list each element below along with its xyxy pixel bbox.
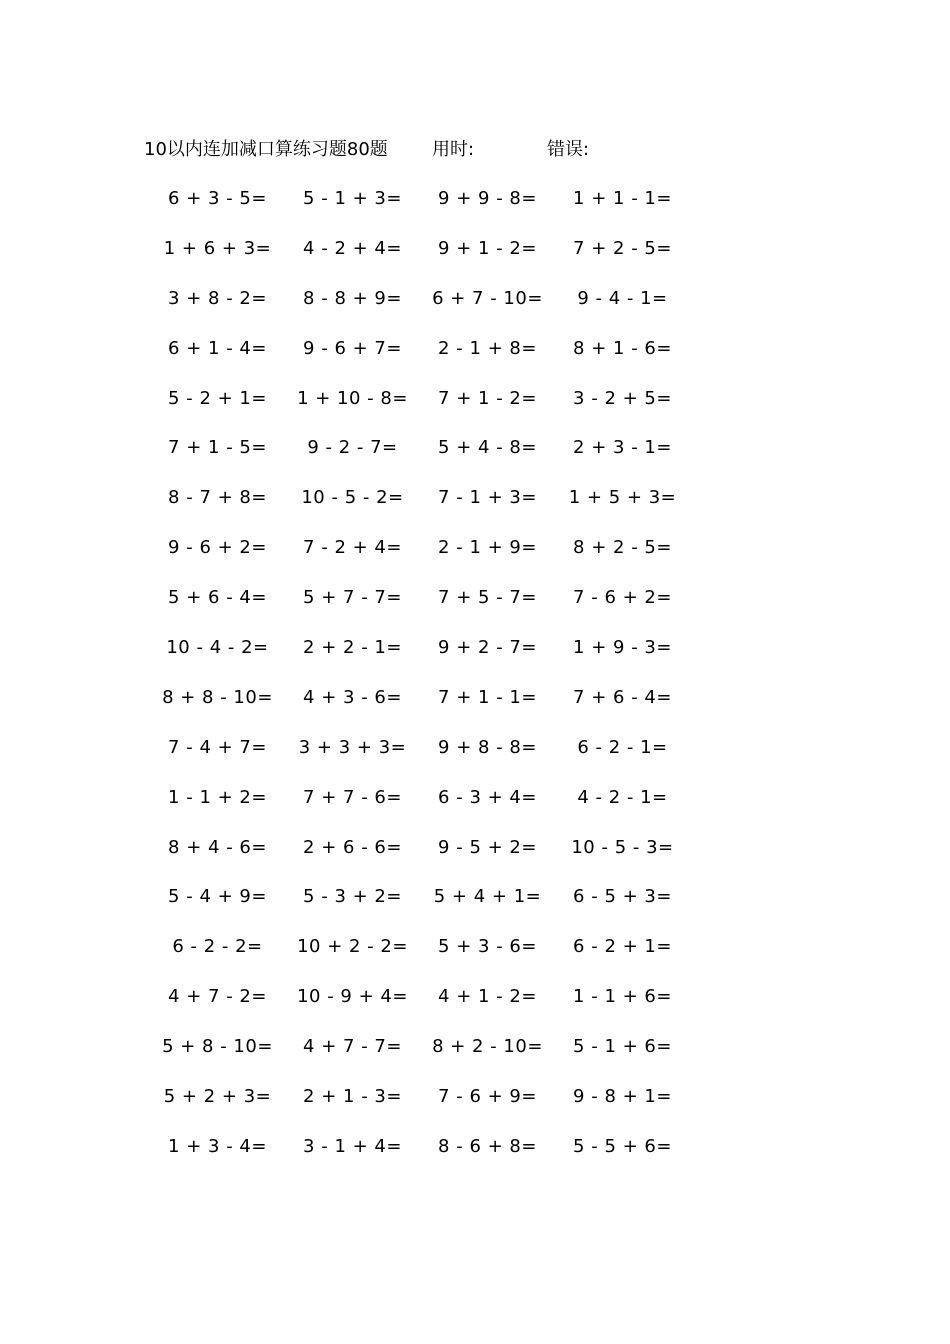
math-problem: 1 + 10 - 8= [297,387,408,409]
math-problem: 1 - 1 + 6= [573,986,672,1008]
problem-row [150,1084,690,1134]
math-problem: 2 - 1 + 9= [438,537,537,559]
error-count-label: 错误: [547,139,590,160]
math-problem: 5 + 8 - 10= [162,1036,273,1058]
math-problem: 6 - 3 + 4= [438,786,537,808]
problem-grid [150,186,690,1184]
math-problem: 1 + 3 - 4= [168,1135,267,1157]
math-problem: 7 - 1 + 3= [438,487,537,509]
math-problem: 8 - 6 + 8= [438,1135,537,1157]
problem-row [150,1134,690,1184]
math-problem: 3 + 3 + 3= [298,736,407,758]
worksheet-header [144,137,664,163]
math-problem: 2 + 3 - 1= [573,437,672,459]
math-problem: 7 - 6 + 2= [573,587,672,609]
math-problem: 8 + 2 - 10= [432,1036,543,1058]
math-problem: 2 - 1 + 8= [438,337,537,359]
time-used-label: 用时: [432,139,475,160]
math-problem: 4 + 7 - 2= [168,986,267,1008]
math-problem: 3 + 8 - 2= [168,287,267,309]
math-problem: 6 + 1 - 4= [168,337,267,359]
math-problem: 9 - 8 + 1= [573,1086,672,1108]
math-problem: 6 - 2 + 1= [573,936,672,958]
math-problem: 7 + 1 - 2= [438,387,537,409]
math-problem: 7 + 7 - 6= [303,786,402,808]
math-problem: 5 - 4 + 9= [168,886,267,908]
problem-row [150,884,690,934]
math-problem: 5 + 4 + 1= [433,886,542,908]
math-problem: 7 + 5 - 7= [438,587,537,609]
math-problem: 8 + 1 - 6= [573,337,672,359]
math-problem: 4 - 2 - 1= [577,786,668,808]
math-problem: 5 - 2 + 1= [168,387,267,409]
math-problem: 1 + 9 - 3= [573,637,672,659]
math-problem: 9 + 1 - 2= [438,237,537,259]
problem-row [150,236,690,286]
math-problem: 6 - 5 + 3= [573,886,672,908]
math-problem: 8 - 7 + 8= [168,487,267,509]
math-problem: 4 + 3 - 6= [303,686,402,708]
problem-row [150,1034,690,1084]
math-problem: 8 - 8 + 9= [303,287,402,309]
math-problem: 5 - 1 + 3= [303,188,402,209]
math-problem: 2 + 6 - 6= [303,836,402,858]
math-problem: 5 + 7 - 7= [303,587,402,609]
problem-row [150,934,690,984]
math-problem: 8 + 8 - 10= [162,686,273,708]
problem-row [150,336,690,386]
math-problem: 1 - 1 + 2= [168,786,267,808]
math-problem: 1 + 5 + 3= [568,487,677,509]
math-problem: 4 - 2 + 4= [303,237,402,259]
math-problem: 7 - 6 + 9= [438,1086,537,1108]
math-problem: 4 + 1 - 2= [438,986,537,1008]
math-problem: 9 + 9 - 8= [438,188,537,209]
math-problem: 9 - 2 - 7= [307,437,398,459]
math-problem: 9 + 8 - 8= [438,736,537,758]
math-problem: 10 - 4 - 2= [166,637,269,659]
math-problem: 5 - 3 + 2= [303,886,402,908]
math-problem: 5 - 1 + 6= [573,1036,672,1058]
math-problem: 10 - 5 - 3= [571,836,674,858]
math-problem: 8 + 2 - 5= [573,537,672,559]
worksheet-title: 10以内连加减口算练习题80题 [144,139,388,160]
math-problem: 5 + 2 + 3= [163,1086,272,1108]
math-problem: 4 + 7 - 7= [303,1036,402,1058]
math-problem: 7 - 4 + 7= [168,736,267,758]
math-problem: 10 + 2 - 2= [297,936,408,958]
problem-row [150,435,690,485]
math-problem: 1 + 1 - 1= [573,188,672,209]
math-problem: 6 + 3 - 5= [168,188,267,209]
math-problem: 9 - 4 - 1= [577,287,668,309]
math-problem: 9 + 2 - 7= [438,637,537,659]
math-problem: 5 - 5 + 6= [573,1135,672,1157]
problem-row [150,735,690,785]
problem-row [150,785,690,835]
math-problem: 7 - 2 + 4= [303,537,402,559]
math-problem: 2 + 1 - 3= [303,1086,402,1108]
math-problem: 1 + 6 + 3= [163,237,272,259]
problem-row [150,635,690,685]
math-problem: 2 + 2 - 1= [303,637,402,659]
math-problem: 9 - 6 + 2= [168,537,267,559]
math-problem: 10 - 9 + 4= [297,986,408,1008]
math-problem: 5 + 6 - 4= [168,587,267,609]
problem-row [150,835,690,885]
math-problem: 5 + 3 - 6= [438,936,537,958]
problem-row [150,535,690,585]
math-problem: 5 + 4 - 8= [438,437,537,459]
problem-row [150,186,690,236]
math-problem: 9 - 6 + 7= [303,337,402,359]
math-problem: 7 + 2 - 5= [573,237,672,259]
math-problem: 6 + 7 - 10= [432,287,543,309]
problem-row [150,286,690,336]
math-problem: 7 + 1 - 1= [438,686,537,708]
math-problem: 7 + 1 - 5= [168,437,267,459]
math-problem: 7 + 6 - 4= [573,686,672,708]
problem-row [150,485,690,535]
math-problem: 6 - 2 - 2= [172,936,263,958]
problem-row [150,984,690,1034]
math-problem: 10 - 5 - 2= [301,487,404,509]
math-problem: 8 + 4 - 6= [168,836,267,858]
math-problem: 6 - 2 - 1= [577,736,668,758]
problem-row [150,685,690,735]
problem-row [150,585,690,635]
math-problem: 3 - 2 + 5= [573,387,672,409]
math-problem: 9 - 5 + 2= [438,836,537,858]
problem-row [150,386,690,436]
math-problem: 3 - 1 + 4= [303,1135,402,1157]
